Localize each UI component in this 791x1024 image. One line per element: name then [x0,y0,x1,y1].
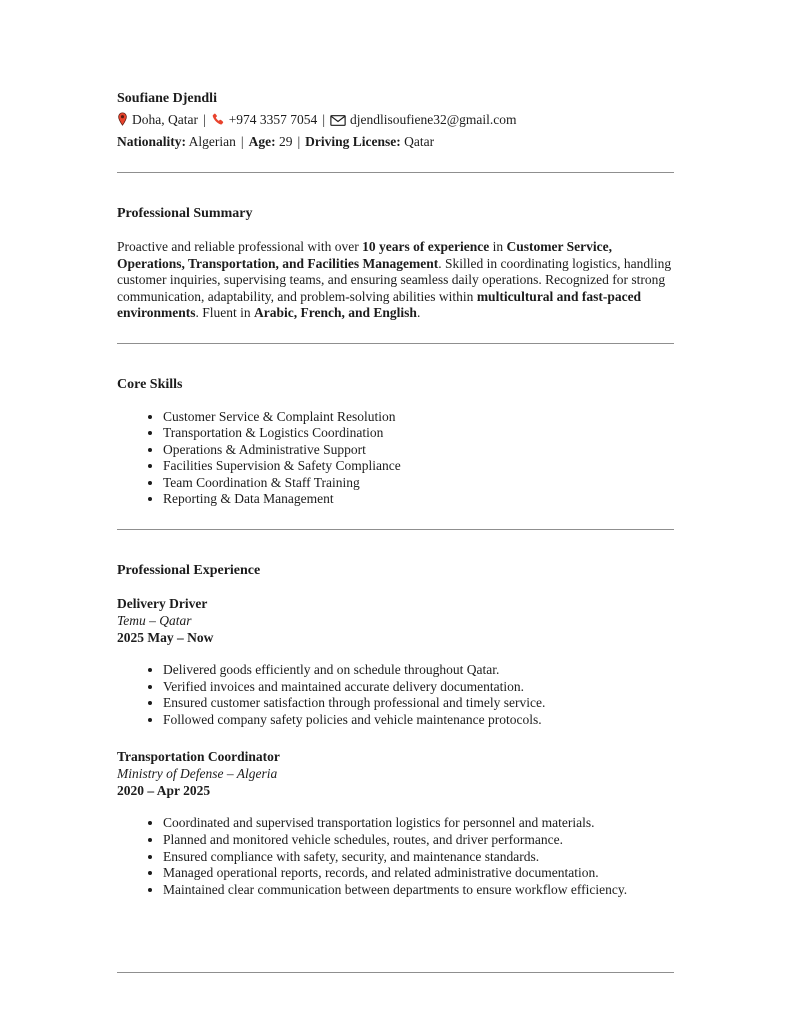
separator: | [202,112,206,127]
job-bullet: • Maintained clear communication between departments to ensure workflow efficiency. [163,882,674,899]
job-title: Delivery Driver [117,596,208,612]
job-bullet: • Planned and monitored vehicle schedules, routes, and driver performance. [163,832,674,849]
job-title: Transportation Coordinator [117,749,280,765]
resume-header [117,90,674,151]
license-label: Driving License: [305,134,401,149]
summary-text: . [416,305,421,320]
location-pin-icon [117,112,128,132]
section-divider [117,343,674,344]
summary-text-bold: Customer Service, Operations, Transportation, and Facilities Management [117,239,612,271]
phone-text: +974 3357 7054 [228,112,318,127]
skill-item: • Transportation & Logistics Coordination [163,425,674,442]
job-dates: 2025 May – Now [117,630,214,646]
details-line [117,132,674,151]
section-divider [117,172,674,173]
summary-text: Proactive and reliable professional with over [117,239,363,254]
job-company: Temu – Qatar [117,613,192,629]
nationality-label: Nationality: [117,134,186,149]
job-bullet: • Managed operational reports, records, and related administrative documentation. [163,865,674,882]
job-entry [117,748,674,898]
job-dates: 2020 – Apr 2025 [117,783,211,799]
separator: | [297,134,301,149]
separator: | [322,112,326,127]
job-bullet-list [117,662,674,728]
envelope-icon [330,112,346,132]
summary-text-bold: 10 years of experience [362,239,490,254]
skill-item: • Customer Service & Complaint Resolution [163,409,674,426]
summary-paragraph [117,239,674,322]
location-text: Doha, Qatar [132,112,198,127]
summary-text: . Skilled in coordinating logistics, handling customer inquiries, supervising teams, and ensuring seamless daily operations. Recognized for strong communication, adaptability, and problem-solving abilities within [117,255,672,304]
section-core-skills [117,376,674,509]
license-value: Qatar [404,134,435,149]
core-skills-heading: Core Skills [117,376,183,392]
job-bullet: • Coordinated and supervised transportation logistics for personnel and materials. [163,815,674,832]
job-bullet: • Verified invoices and maintained accurate delivery documentation. [163,679,674,696]
section-professional-experience [117,562,674,898]
summary-heading: Professional Summary [117,206,253,221]
core-skills-list [117,409,674,509]
age-value: 29 [278,134,293,149]
job-bullet: • Ensured compliance with safety, security, and maintenance standards. [163,849,674,866]
summary-text: . Fluent in [195,305,255,320]
contact-line [117,110,674,132]
person-name: Soufiane Djendli [117,91,217,106]
phone-icon [211,112,225,132]
section-divider [117,529,674,530]
job-bullet: • Followed company safety policies and vehicle maintenance protocols. [163,712,674,729]
age-label: Age: [248,134,276,149]
job-bullet: • Ensured customer satisfaction through professional and timely service. [163,695,674,712]
skill-item: • Team Coordination & Staff Training [163,475,674,492]
job-company: Ministry of Defense – Algeria [117,766,278,782]
summary-text-bold: Arabic, French, and English [254,305,417,320]
job-bullet: • Delivered goods efficiently and on schedule throughout Qatar. [163,662,674,679]
experience-heading: Professional Experience [117,563,261,579]
skill-item: • Reporting & Data Management [163,491,674,508]
skill-item: • Operations & Administrative Support [163,442,674,459]
job-bullet-list [117,815,674,898]
nationality-value: Algerian [188,134,236,149]
summary-text-bold: multicultural and fast-paced environments [117,288,642,320]
section-professional-summary [117,205,674,322]
skill-item: • Facilities Supervision & Safety Compliance [163,458,674,475]
summary-text: in [489,239,507,254]
job-entry [117,595,674,728]
email-text: djendlisoufiene32@gmail.com [350,112,517,127]
section-divider [117,972,674,973]
separator: | [240,134,244,149]
